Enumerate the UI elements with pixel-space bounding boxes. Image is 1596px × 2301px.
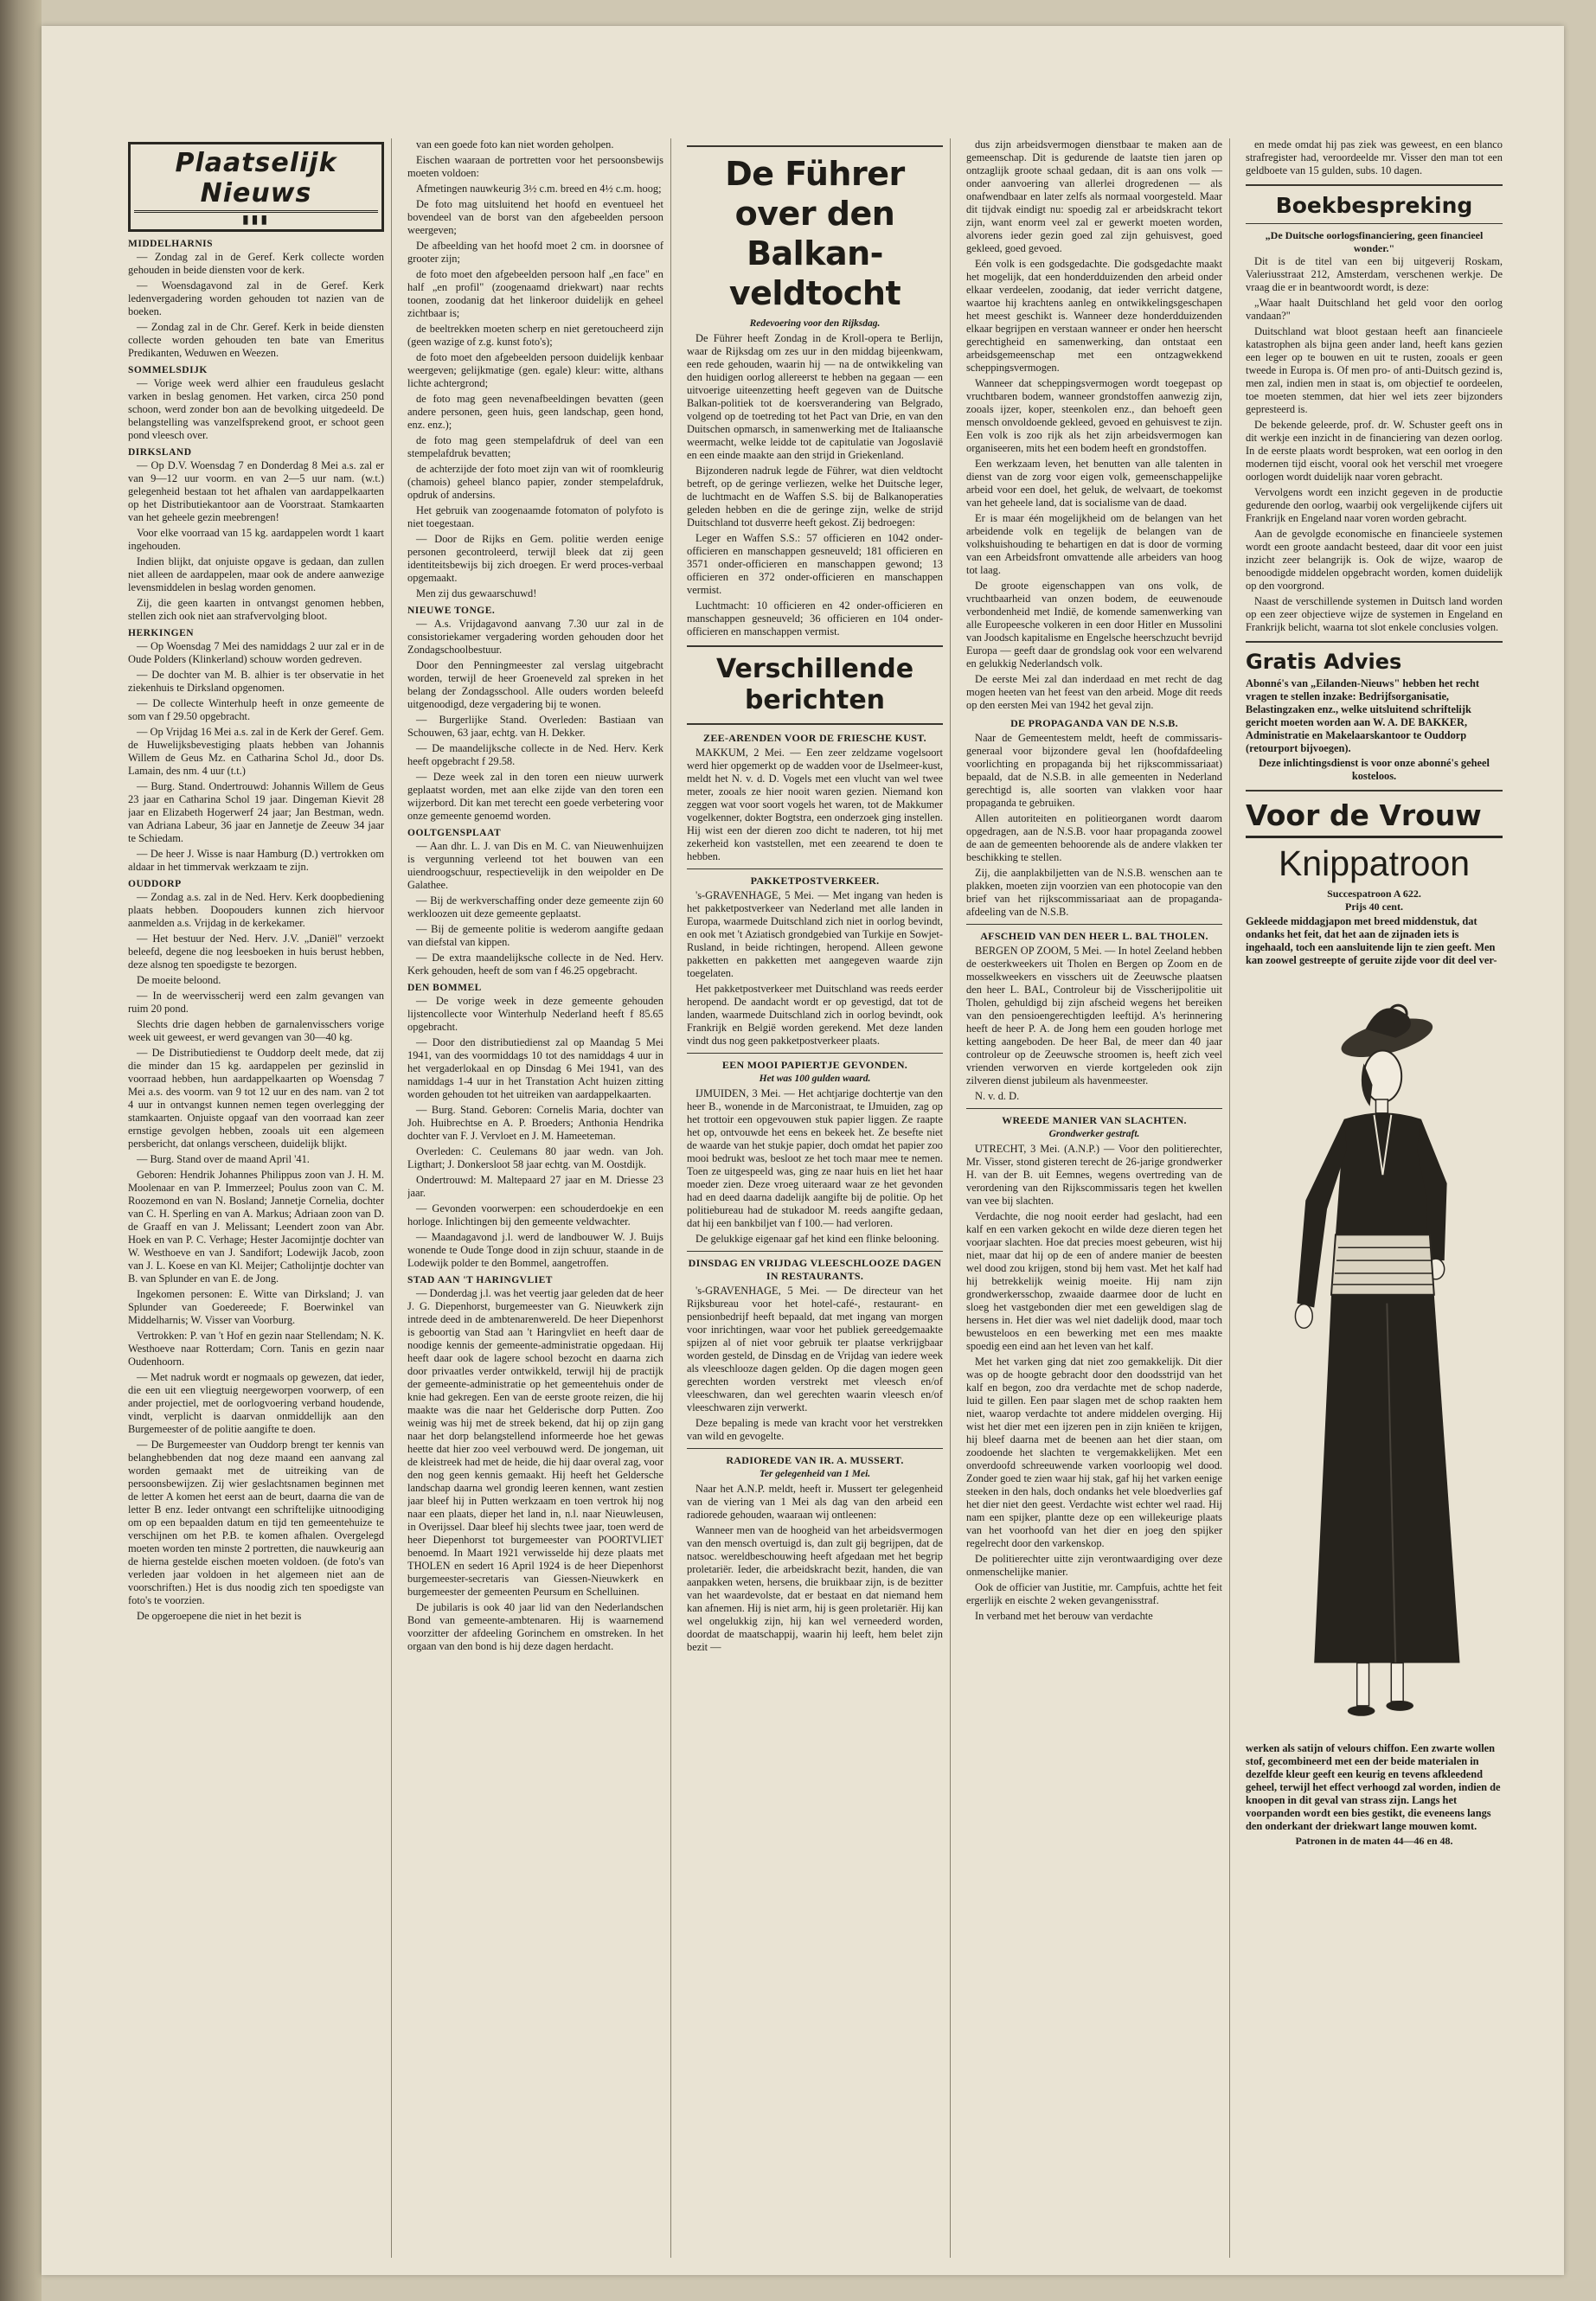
article-paragraph: Leger en Waffen S.S.: 57 officieren en 1042 onder-officieren en manschappen gesneuveld; 181 officieren en 3571 onder-officieren en manschappen gewond; 13 officieren en 372 onder-officieren en manschappen vermist. (687, 532, 943, 596)
article-paragraph: — De Burgemeester van Ouddorp brengt ter kennis van belanghebbenden dat nog deze maand een aanvang zal worden gemaakt met de uitreiking van de persoonsbewijzen. Zij wier geslachtsnamen beginnen met de letter A komen het eerst aan de beurt, daarna die van de letter B enz. Ieder ontvangt een schriftelijke uitnoodiging om op een bepaalden datum en tijd ten gemeentehuize te verschijnen om het P.B. te komen afhalen. Overgelegd moeten worden ten minste 2 portretten, die nauwkeurig aan de hierna gestelde eischen moeten voldoen. (de foto's van verleden jaar voldoen in het algemeen niet aan de voorschriften.) Het is dus noodig zich ten spoedigste van foto's te voorzien. (128, 1439, 384, 1606)
article-paragraph: Indien blijkt, dat onjuiste opgave is gedaan, dan zullen niet alleen de aardappelen, maar ook de andere aanwezige levensmiddelen in beslag worden genomen. (128, 555, 384, 593)
article-paragraph: — De heer J. Wisse is naar Hamburg (D.) vertrokken om aldaar in het timmervak werkzaam te zijn. (128, 848, 384, 873)
article-paragraph: — Het bestuur der Ned. Herv. J.V. „Daniël" verzoekt beleefd, degene die nog leesboeken in huis berust hebben, deze alsnog ten spoedigste te bezorgen. (128, 933, 384, 971)
divider (966, 1108, 1222, 1109)
article-paragraph: — Burg. Stand. Ondertrouwd: Johannis Willem de Geus 23 jaar en Catharina Schol 19 jaar. Dingeman Kievit 28 jaar en Elizabeth Hogerwerf 24 jaar; Jan Bestman, wedn. van Adriana Labeur, 36 jaar en Jannetje de Zeeuw 34 jaar te Schiedam. (128, 780, 384, 844)
article-paragraph: — Burg. Stand over de maand April '41. (137, 1153, 310, 1165)
place-heading: MIDDELHARNIS (128, 239, 214, 249)
item-heading: DE PROPAGANDA VAN DE N.S.B. (1010, 717, 1178, 729)
col4-lead (966, 138, 1222, 712)
article-paragraph: Men zij dus gewaarschuwd! (416, 587, 537, 599)
item-heading: AFSCHEID VAN DEN HEER L. BAL THOLEN. (980, 930, 1208, 942)
article-paragraph: Vertrokken: P. van 't Hof en gezin naar Stellendam; N. K. Westhoeve naar Rotterdam; Corn. Tanis en gezin naar Oudenhoorn. (128, 1330, 384, 1368)
knippatroon-pattern-number: Succespatroon A 622. (1327, 888, 1421, 900)
article-paragraph: Door den Penningmeester zal verslag uitgebracht worden, terwijl de heer Groeneveld zal spreken in het belang der Zondagsschool. Alle ouders worden beleefd uitgenoodigd, deze vergadering bij te wonen. (407, 659, 663, 710)
article-paragraph: — Op D.V. Woensdag 7 en Donderdag 8 Mei a.s. zal er van 9—12 uur voorm. en van 2—5 uur nam. (w.t.) gelegenheid bestaan tot het afhalen van aardappelkaarten op het Distributiekantoor aan de Voorstraat. Stamkaarten van het geheele gezin meebrengen! (128, 459, 384, 523)
article-paragraph: — Deze week zal in den toren een nieuw uurwerk geplaatst worden, met aan elke zijde van den toren een wijzerbord. Dit kan met terecht een goede verbetering voor onze gemeente genoemd worden. (407, 771, 663, 822)
article-paragraph: IJMUIDEN, 3 Mei. — Het achtjarige dochtertje van den heer B., wonende in de Marconistraat, te IJmuiden, zag op het trottoir een opgevouwen stuk papier liggen. Ze raapte het op, ontvouwde het eens en bekeek het. Ze besefte niet de waarde van het stukje papier, doch omdat het papier zoo mooi bedrukt was, besloot ze het toch maar mee te nemen. Toen ze uitgespeeld was, ging ze naar huis en liet het haar moeder zien. Deze vroeg uiteraard waar ze het gevonden had en deed daarna dadelijk aangifte bij de politie. Op het politiebureau had de stukadoor M. reeds aangifte gedaan, dat hij een bankbiljet van f 100.— had verloren. (687, 1087, 943, 1229)
col3-lead (687, 332, 943, 638)
article-paragraph: Overleden: C. Ceulemans 80 jaar wedn. van Joh. Ligthart; J. Donkersloot 58 jaar echtg. van M. Oostdijk. (407, 1145, 663, 1170)
article-paragraph: UTRECHT, 3 Mei. (A.N.P.) — Voor den politierechter, Mr. Visser, stond gisteren terecht de 26-jarige grondwerker H. van der B. uit Eemnes, wegens overtreding van de verordening van den Rijkscommissaris tegen het kwellen van vee bij slachten. (966, 1143, 1222, 1207)
col4-items (966, 717, 1222, 1623)
article-paragraph: Dit is de titel van een bij uitgeverij Roskam, Valeriusstraat 212, Amsterdam, verschenen werkje. De vraag die er in beantwoordt wordt, is deze: (1246, 255, 1503, 293)
article-paragraph: de foto mag geen stempelafdruk of deel van een stempelafdruk bevatten; (407, 434, 663, 459)
article-paragraph: — Zondag zal in de Geref. Kerk collecte worden gehouden in beide diensten voor de kerk. (128, 251, 384, 276)
article-paragraph: Wanneer dat scheppingsvermogen wordt toegepast op vruchtbaren bodem, wanneer grondstoffen aanwezig zijn, zooals ijzer, koper, steenkolen enz., dan behoeft geen mensch onvoldoende gekleed, gevoed en gehuisvest te zijn. Een volk is zoo rijk als het zijn arbeidsvermogen kan organiseeren, mits het een bodem heeft en grondstoffen. (966, 377, 1222, 454)
article-paragraph: Afmetingen nauwkeurig 3½ c.m. breed en 4½ c.m. hoog; (416, 183, 662, 195)
article-paragraph: De opgeroepene die niet in het bezit is (137, 1610, 302, 1622)
place-heading: NIEUWE TONGE. (407, 606, 496, 616)
section-gratis-advies: Gratis Advies (1246, 650, 1402, 674)
column-3 (687, 138, 951, 2258)
article-paragraph: Zij, die aanplakbiljetten van de N.S.B. wenschen aan te plakken, moeten zijn voorzien van een photocopie van den brief van het rijkscommissariaat aan de propaganda-afdeeling van de N.S.B. (966, 867, 1222, 918)
masthead-title: Plaatselijk Nieuws (134, 148, 378, 213)
article-paragraph: de foto moet den afgebeelden persoon duidelijk kenbaar weergeven; gelijkmatige (gen. egale) kleur: witte, althans lichte achtergrond; (407, 351, 663, 389)
place-heading: STAD AAN 'T HARINGVLIET (407, 1275, 553, 1285)
article-paragraph: — Vorige week werd alhier een frauduleus geslacht varken in beslag genomen. Het varken, circa 250 pond schoon, werd zonder bon aan de bevolking uitgedeeld. De belangstelling was vanzelfsprekend groot, er schoot geen pond vleesch over. (128, 377, 384, 441)
article-paragraph: Eischen waaraan de portretten voor het persoonsbewijs moeten voldoen: (407, 154, 663, 179)
headline-subline: Redevoering voor den Rijksdag. (749, 318, 881, 329)
divider (687, 645, 943, 647)
article-paragraph: N. v. d. D. (975, 1090, 1020, 1102)
article-paragraph: In verband met het berouw van verdachte (975, 1610, 1153, 1622)
article-paragraph: Vervolgens wordt een inzicht gegeven in de productie gedurende den oorlog, waarbij ook vergelijkende cijfers uit Frankrijk en Engeland naar voren worden gebracht. (1246, 486, 1503, 524)
item-subheading: Grondwerker gestraft. (1048, 1129, 1140, 1139)
article-paragraph: — Op Woensdag 7 Mei des namiddags 2 uur zal er in de Oude Polders (Klinkerland) schouw worden gedreven. (128, 640, 384, 665)
article-paragraph: — Door de Rijks en Gem. politie werden eenige personen gecontroleerd, terwijl bleek dat zij geen identiteitsbewijs bij zich droegen. Er werd proces-verbaal opgemaakt. (407, 533, 663, 584)
item-heading: WREEDE MANIER VAN SLACHTEN. (1002, 1114, 1187, 1126)
article-paragraph: 's-GRAVENHAGE, 5 Mei. — De directeur van het Rijksbureau voor het hotel-café-, restaurant- en pensionbedrijf heeft bepaald, dat met ingang van morgen voor inrichtingen, waar voor het publiek gereedgemaakte spijzen al of niet voor gebruik ter plaatse verkrijgbaar worden gesteld, de Dinsdag en de Vrijdag van iedere week als vleeschlooze dagen gelden. Op die dagen mogen geen gerechten worden verstrekt met vleesch en/of vleeschwaren, dan wel gerechten waarin vleesch en/of vleeschwaren zijn verwerkt. (687, 1285, 943, 1413)
article-paragraph: De politierechter uitte zijn verontwaardiging over deze onmenschelijke manier. (966, 1553, 1222, 1578)
knippatroon-title: Knippatroon (1278, 843, 1471, 883)
article-paragraph: — Bij de gemeente politie is wederom aangifte gedaan van diefstal van kippen. (407, 923, 663, 948)
article-paragraph: de beeltrekken moeten scherp en niet geretoucheerd zijn (geen wazige of z.g. kunst foto's); (407, 323, 663, 348)
article-paragraph: — Zondag a.s. zal in de Ned. Herv. Kerk doopbediening plaats hebben. Doopouders kunnen zich hiervoor aanmelden a.s. Vrijdag in de kerkekamer. (128, 891, 384, 929)
divider (1246, 223, 1503, 224)
article-paragraph: Bijzonderen nadruk legde de Führer, wat dien veldtocht betreft, op de geringe verliezen, welke het Duitsche leger, de luchtmacht en de Waffen S.S. bij de Balkanoperaties geleden hebben en die de geringe zijn, welke de strijd Duitschland tot dusverre heeft gekost. Zij bedroegen: (687, 465, 943, 529)
col3-items (687, 732, 943, 1654)
divider (687, 868, 943, 869)
article-paragraph: van een goede foto kan niet worden geholpen. (416, 138, 614, 151)
article-paragraph: — De vorige week in deze gemeente gehouden lijstencollecte voor Winterhulp Nederland heeft f 85.65 opgebracht. (407, 995, 663, 1033)
book-title: „De Duitsche oorlogsfinanciering, geen financieel wonder." (1265, 229, 1484, 254)
divider (687, 1448, 943, 1449)
item-subheading: Het was 100 gulden waard. (759, 1074, 871, 1084)
article-paragraph: — Gevonden voorwerpen: een schouderdoekje en een horloge. Inlichtingen bij den gemeente veldwachter. (407, 1202, 663, 1227)
article-paragraph: — Burg. Stand. Geboren: Cornelis Maria, dochter van Joh. Huibrechtse en A. P. Broeders; Anthonia Hendrika dochter van F. J. Vervloet en J. M. Hameeteman. (407, 1104, 663, 1142)
article-paragraph: dus zijn arbeidsvermogen dienstbaar te maken aan de gemeenschap. Dit is gedurende de laatste tien jaren op ontzaglijk groote schaal gedaan, dit is aan ons volk — onder aanvoering van allerlei drogredenen — als onafwendbaar en later zelfs als normaal voorgesteld. Maar dit tijdvak eindigt nu: spoedig zal er arbeidskracht tekort zijn, want enorm veel zal er gewerkt moeten worden, alvorens ieder gezin goed zal zijn gehuisvest, goed gekleed, goed gevoed. (966, 138, 1222, 254)
article-paragraph: Ingekomen personen: E. Witte van Dirksland; J. van Splunder van Goedereede; F. Boerwinkel van Middelharnis; W. Visser van Voorburg. (128, 1288, 384, 1326)
divider (966, 924, 1222, 925)
article-paragraph: Duitschland wat bloot gestaan heeft aan financieele katastrophen als bijna geen ander land, heeft kans gezien een leger op te bouwen en uit te rusten, zooals er geen tweede in Europa is. Of men pro- of anti-Duitsch gezind is, men zal, indien men in staat is, om objectief te oordeelen, toe moeten stemmen, dat hier wel iets zeer bijzonders gepresteerd is. (1246, 325, 1503, 415)
item-heading: DINSDAG EN VRIJDAG VLEESCHLOOZE DAGEN IN RESTAURANTS. (688, 1257, 942, 1282)
divider (687, 1251, 943, 1252)
divider (1246, 641, 1503, 643)
divider (1246, 184, 1503, 186)
advies-text: Abonné's van „Eilanden-Nieuws" hebben het recht vragen te stellen inzake: Bedrijfsorganisatie, Belastingzaken enz., welke uitsluitend schriftelijk gericht moeten worden aan W. A. DE BAKKER, Administratie en Makelaarskantoor te Ouddorp (retourport bijvoegen). (1246, 677, 1479, 754)
article-paragraph: en mede omdat hij pas ziek was geweest, en een blanco strafregister had, veroordeelde mr. Visser den man tot een geldboete van 15 gulden, subs. 10 dagen. (1246, 138, 1503, 176)
section-verschillende-berichten: Verschillende berichten (715, 654, 914, 715)
article-paragraph: — Burgerlijke Stand. Overleden: Bastiaan van Schouwen, 63 jaar, echtg. van H. Dekker. (407, 714, 663, 739)
divider (687, 1053, 943, 1054)
article-paragraph: Zij, die geen kaarten in ontvangst genomen hebben, stellen zich ook niet aan strafvervolging bloot. (128, 597, 384, 622)
section-boekbespreking: Boekbespreking (1275, 193, 1473, 218)
article-paragraph: Voor elke voorraad van 15 kg. aardappelen wordt 1 kaart ingehouden. (128, 527, 384, 552)
article-paragraph: De groote eigenschappen van ons volk, de vruchtbaarheid van onzen bodem, de eeuwenoude verbondenheid met Indië, de komende samenwerking van alle Europeesche volkeren in een door Hitler en Mussolini van Joodsch kapitalisme en Engelsche heerschzucht bevrijd Europa — geeft daar de grondslag ook voor een welvarend en gelukkig Nederlandsch volk. (966, 580, 1222, 670)
divider (1246, 790, 1503, 792)
article-paragraph: De gelukkige eigenaar gaf het kind een flinke belooning. (695, 1233, 939, 1245)
article-paragraph: de achterzijde der foto moet zijn van wit of roomkleurig (chamois) geheel blanco papier, zonder stempelafdruk, opdruk of andersins. (407, 463, 663, 501)
article-paragraph: Ook de officier van Justitie, mr. Campfuis, achtte het feit ergerlijk en eischte 2 weken gevangenisstraf. (966, 1581, 1222, 1606)
article-paragraph: Verdachte, die nog nooit eerder had geslacht, had een kalf en een varken gekocht en wilde deze dieren tegen het voorjaar slachten. Hoe dat precies moest gebeuren, wist hij niet, maar dat hij op de een of andere manier de beesten wel dood zou krijgen, stond bij hem vast. Met het kalf had hij betrekkelijk weinig moeite. Hij nam zijn grondwerkersschop, zwaaide daarmee door de lucht en sloeg het vastgebonden dier met een geweldigen slag de hersens in. Het dier was wel niet dadelijk dood, maar toch bewusteloos en een bewerking met een mes maakte spoedig een eind aan het leven van het kalf. (966, 1210, 1222, 1352)
article-paragraph: Slechts drie dagen hebben de garnalenvisschers vorige week uit geweest, er werd gevangen van 30—40 kg. (128, 1018, 384, 1043)
article-paragraph: — Woensdagavond zal in de Geref. Kerk ledenvergadering worden gehouden tot nazien van de boeken. (128, 279, 384, 317)
book-paras (1246, 255, 1503, 634)
knippatroon-closing: werken als satijn of velours chiffon. Een zwarte wollen stof, gecombineerd met een der beide materialen in dezelfde kleur geeft een keurig en tevens afkleedend geheel, terwijl het effect verhoogd zal worden, indien de knoopen in dit geval van strass zijn. Langs het voorpanden wordt een bies gestikt, die eveneens langs den onderkant der driekwart lange mouwen komt. (1246, 1742, 1501, 1832)
article-paragraph: BERGEN OP ZOOM, 5 Mei. — In hotel Zeeland hebben de oesterkweekers uit Tholen en Bergen op Zoom en de mosselkweekers en visschers uit de Zeeuwsche plaatsen den heer L. BAL, Controleur bij de Visscherijpolitie uit Tholen, gehuldigd bij zijn afscheid wegens het bereiken van den pensioengerechtigden leeftijd. A's herinnering heeft de heer P. A. de Jong hem een gouden horloge met ketting aangeboden. De heer Bal, de meer dan 40 jaar controleur op de Zeeuwsche stroomen is, heeft zich veel vrienden verworven en vierde kortgeleden ook zijn zilveren dienst jubileum als havenmeester. (966, 945, 1222, 1086)
item-heading: ZEE-ARENDEN VOOR DE FRIESCHE KUST. (703, 732, 926, 744)
article-paragraph: — Aan dhr. L. J. van Dis en M. C. van Nieuwenhuijzen is vergunning verleend tot het bouwen van een uiendroogschuur, respectievelijk in den weipolder en De Galathee. (407, 840, 663, 891)
article-paragraph: — Door den distributiedienst zal op Maandag 5 Mei 1941, van des voormiddags 10 tot des namiddags 4 uur in het vergaderlokaal en op Dinsdag 6 Mei 1941, van des namiddags 1-4 uur in het Transtation Acht huizen zitting worden gehouden tot het uitreiken van aardappelkaarten. (407, 1036, 663, 1100)
article-paragraph: de foto mag geen nevenafbeeldingen bevatten (geen andere personen, geen huis, geen landschap, geen hond, enz. enz.); (407, 393, 663, 431)
knippatroon-sizes: Patronen in de maten 44—46 en 48. (1295, 1835, 1453, 1847)
article-paragraph: Eén volk is een godsgedachte. Die godsgedachte maakt het mogelijk, dat een honderdduizenden den arbeid onder elkaar verdeelen, zoodanig, dat ieder verricht datgene, waartoe hij krachtens aanleg en ontwikkelingsgeschapen het meest geschikt is. Wanneer deze honderdduizenden elkaar begrijpen en verstaan wanneer er onder hen heerscht gerechtigheid en samenwerking, dan ontstaat een arbeidsgemeenschap met een ontzagwekkend scheppingsvermogen. (966, 258, 1222, 374)
headline-fuhrer: De Führer over den Balkan-veldtocht (725, 155, 905, 312)
article-paragraph: — Zondag zal in de Chr. Geref. Kerk in beide diensten collecte worden gehouden ten bate van Emeritus Predikanten, Weduwen en Weezen. (128, 321, 384, 359)
knippatroon-intro: Gekleede middagjapon met breed middenstuk, dat ondanks het feit, dat het aan de zijnaden iets is ingehaald, toch een aansluitende lijn te zien geeft. Men kan zoowel gestreepte of geruite zijde voor dit deel ver- (1246, 915, 1497, 966)
article-paragraph: Wanneer men van de hoogheid van het arbeidsvermogen van den mensch overtuigd is, dan zult gij begrijpen, dat de natsoc. wereldbeschouwing heeft afgedaan met het begrip proletariër. Ieder, die arbeidskracht bezit, handen, die van aanpakken weten, hersens, die bruikbaar zijn, is de bezitter van het waardevolste, dat er bestaat en dat niemand hem kan afnemen. Hij is niet arm, hij is geen proletariër. Hij kan wel ongelukkig zijn, hij kan wel verneederd worden, doordat de maatschappij, waarin hij leeft, hem belet zijn bezit — (687, 1524, 943, 1653)
column-1 (128, 138, 392, 2258)
divider (687, 145, 943, 147)
place-heading: HERKINGEN (128, 628, 195, 638)
masthead-ornament-icon: ▮▮▮ (241, 214, 271, 227)
item-heading: PAKKETPOSTVERKEER. (750, 875, 880, 887)
article-paragraph: — In de weervisscherij werd een zalm gevangen van ruim 20 pond. (128, 990, 384, 1015)
place-heading: SOMMELSDIJK (128, 365, 208, 375)
article-paragraph: — De collecte Winterhulp heeft in onze gemeente de som van f 29.50 opgebracht. (128, 697, 384, 722)
page-binding (0, 0, 42, 2301)
article-paragraph: De moeite beloond. (137, 974, 221, 986)
section-voor-de-vrouw: Voor de Vrouw (1246, 798, 1503, 838)
col2-top (407, 138, 663, 600)
article-paragraph: De jubilaris is ook 40 jaar lid van den Nederlandschen Bond van gemeente-ambtenaren. Hij is waarnemend voorzitter der afdeeling Gorinchem en omstreken. In het orgaan van den bond is hij deze dagen herdacht. (407, 1601, 663, 1652)
article-paragraph: — Op Vrijdag 16 Mei a.s. zal in de Kerk der Geref. Gem. de Huwelijksbevestiging plaats hebben van Johannis Willem de Geus Mz. en Catharina Schol Jd., door Ds. Lamain, des nm. 4 uur (t.t.) (128, 726, 384, 777)
article-paragraph: — De dochter van M. B. alhier is ter observatie in het ziekenhuis te Dirksland opgenomen. (128, 669, 384, 694)
article-paragraph: De Führer heeft Zondag in de Kroll-opera te Berlijn, waar de Rijksdag om zes uur in den middag bijeenkwam, een rede gehouden, waarin hij — na de ontwikkeling van den huidigen oorlog allereerst te hebben na gegaan — een uitvoerige uiteenzetting heeft gegeven van de Duitsche Balkan-politiek tot de koersverandering van Belgrado, volgend op de toetreding tot het Pact van Drie, en van den Duitschen opmarsch, in samenwerking met de Italiaansche weermacht, welke leidde tot de capitulatie van Jogoslavië en een einde maakte aan den strijd in Griekenland. (687, 332, 943, 461)
article-paragraph: Naar de Gemeentestem meldt, heeft de commissaris-generaal voor bijzondere geval len (hoofdafdeeling voorlichting en propaganda bij het rijkscommissariaat) bepaald, dat de N.S.B. in alle gemeenten in Nederland gerechtigd is, alle soorten van vlakken voor haar propaganda te gebruiken. (966, 732, 1222, 809)
item-heading: EEN MOOI PAPIERTJE GEVONDEN. (721, 1059, 908, 1071)
col2-places (407, 606, 663, 1653)
item-heading: RADIOREDE VAN IR. A. MUSSERT. (726, 1454, 904, 1466)
divider (687, 723, 943, 725)
article-paragraph: „Waar haalt Duitschland het geld voor den oorlog vandaan?" (1246, 297, 1503, 322)
col1-places (128, 239, 384, 1623)
article-paragraph: 's-GRAVENHAGE, 5 Mei. — Met ingang van heden is het pakketpostverkeer van Nederland met alle landen in Europa, waarmede Duitschland zich niet in oorlog bevindt, en ook met 't Aziatisch grondgebied van Turkije en Sowjet-Rusland, in beide richtingen, heropend. Alleen gewone pakketten en pakketten met aangegeven waarde zijn toegelaten. (687, 889, 943, 979)
article-paragraph: — Donderdag j.l. was het veertig jaar geleden dat de heer J. G. Diepenhorst, burgemeester van G. Nieuwkerk zijn intrede deed in de ambtenarenwereld. De heer Diepenhorst is geboortig van Stad aan 't Haringvliet en heeft daar de noodige kennis der gemeente-administratie opgedaan. Hij heeft daar ook de lagere school bezocht en daarna zich door privaatles verder ontwikkeld, terwijl hij de practijk der gemeente-administratie op het gemeentehuis onder de knie had gekregen. Een van de eerste groote reizen, die hij maakte was die naar het Gelderische dorp Putten. Zoo weinig was hij met de streek bekend, dat hij op zijn gang naar het dorp belangstellend informeerde hoe het gewas heette dat hier zoo veel verbouwd werd. De jongeman, uit de kleistreek had met de heide, die hij daar overal zag, voor den nog geen kennis gemaakt. Hij heeft het Geldersche landschap daarna wel grondig leeren kennen, want zestien jaar bleef hij in Putten werkzaam en toen vertrok hij nog naar een plaats, dieper het land in, n.l. naar Nieuwleusen, in Overijssel. Daar bleef hij slechts twee jaar, toen werd de heer Diepenhorst tot burgemeester van POORTVLIET benoemd. In Maart 1921 verwisselde hij deze plaats met THOLEN en sedert 16 April 1924 is de heer Diepenhorst burgemeester-secretaris van Giessen-Nieuwkerk en burgemeester der gemeenten Peursum en Schelluinen. (407, 1287, 663, 1598)
column-4 (966, 138, 1230, 2258)
article-paragraph: De foto mag uitsluitend het hoofd en eventueel het bovendeel van de borst van den afgebeelden persoon weergeven; (407, 198, 663, 236)
dress-figure-icon (1246, 974, 1503, 1735)
article-paragraph: — De maandelijksche collecte in de Ned. Herv. Kerk heeft opgebracht f 29.58. (407, 742, 663, 767)
article-paragraph: — De Distributiedienst te Ouddorp deelt mede, dat zij die minder dan 15 kg. aardappelen per gezinslid in voorraad hebben, hun aardappelkaarten op Woensdag 7 Mei a.s. des voorm. van 9 tot 12 uur en des nam. van 2 tot 4 uur in ontvangst kunnen nemen tegen overlegging der stamkaarten. Onjuiste opgaaf van den voorraad kan zeer ernstige gevolgen hebben, zooals uit een algemeen persbericht, dat onlangs verscheen, duidelijk blijkt. (128, 1047, 384, 1150)
column-2 (407, 138, 671, 2258)
article-paragraph: Het gebruik van zoogenaamde fotomaton of polyfoto is niet toegestaan. (407, 504, 663, 529)
article-paragraph: MAKKUM, 2 Mei. — Een zeer zeldzame vogelsoort werd hier opgemerkt op de wadden voor de IJselmeer-kust, meldt het N. v. d. D. Vogels met een vlucht van wel twee meter, zooals ze hier nooit waren gezien. Niemand kon zeggen wat voor soort vogels het waren, tot de Makkumer vogelkenner, dokter Bogtstra, een onderzoek ging instellen. Hij wist een der dieren zoo dicht te naderen, tot hij met zekerheid kon vaststellen, met een zeearend te doen te hebben. (687, 747, 943, 862)
article-paragraph: — De extra maandelijksche collecte in de Ned. Herv. Kerk gehouden, heeft de som van f 46.25 opgebracht. (407, 952, 663, 977)
advies-note: Deze inlichtingsdienst is voor onze abonné's geheel kosteloos. (1259, 757, 1490, 782)
article-paragraph: Naast de verschillende systemen in Duitsch land worden op een zeer objectieve wijze de systemen in Engeland en Frankrijk belicht, waarna tot slot enkele conclusies volgen. (1246, 595, 1503, 633)
article-paragraph: Geboren: Hendrik Johannes Philippus zoon van J. H. M. Moolenaar en van P. Immerzeel; Poulus zoon van C. M. Roozemond en van N. Bosland; Jannetje Cornelia, dochter van C. H. Sperling en van A. Markus; Adriaan zoon van D. de Graaff en van J. Melissant; Leendert zoon van Abr. Hoek en van P. C. Verhage; Hester Jacomijntje dochter van W. Westhoeve en van J. Sandifort; Lodewijk Jacob, zoon van J. L. Koese en van Kl. Meijer; Catholijntje dochter van B. van Splunder en van E. de Jong. (128, 1169, 384, 1285)
knippatroon-price: Prijs 40 cent. (1345, 901, 1403, 913)
article-paragraph: Naar het A.N.P. meldt, heeft ir. Mussert ter gelegenheid van de viering van 1 Mei als dag van den arbeid een radiorede gehouden, waaraan wij ontleenen: (687, 1483, 943, 1521)
dress-illustration (1246, 974, 1503, 1735)
article-paragraph: Een werkzaam leven, het benutten van alle talenten in dienst van de zorg voor eigen volk, gemeenschappelijke arbeid voor een doel, het geluk, de welvaart, de toekomst van het geheele land, dat is socialisme van de daad. (966, 458, 1222, 509)
place-heading: DEN BOMMEL (407, 983, 482, 993)
newspaper-sheet (42, 26, 1564, 2275)
article-paragraph: Het pakketpostverkeer met Duitschland was reeds eerder heropend. De aandacht wordt er op gevestigd, dat tot de landen, waarmede Duitschland zich in oorlog bevindt, ook Frankrijk en België worden gerekend. Met deze landen vindt dus nog geen pakketpostverkeer plaats. (687, 983, 943, 1047)
article-paragraph: De afbeelding van het hoofd moet 2 cm. in doorsnee of grooter zijn; (407, 240, 663, 265)
masthead (128, 142, 384, 232)
article-paragraph: Aan de gevolgde economische en financieele systemen wordt een groote aandacht besteed, daar dit voor een juist inzicht zeer belangrijk is. Ook de wijze, waarop de benoodigde middelen opgebracht worden, komen duidelijk op den voorgrond. (1246, 528, 1503, 592)
article-paragraph: Luchtmacht: 10 officieren en 42 onder-officieren en manschappen gesneuveld; 36 officieren en 104 onder-officieren en manschappen vermist. (687, 599, 943, 638)
article-paragraph: Deze bepaling is mede van kracht voor het verstrekken van wild en gevogelte. (687, 1417, 943, 1442)
place-heading: DIRKSLAND (128, 447, 192, 458)
article-paragraph: — Maandagavond j.l. werd de landbouwer W. J. Buijs wonende te Oude Tonge dood in zijn schuur, staande in de Lodewijk polder te den Bommel, aangetroffen. (407, 1231, 663, 1269)
item-subheading: Ter gelegenheid van 1 Mei. (759, 1469, 871, 1479)
article-paragraph: Ondertrouwd: M. Maltepaard 27 jaar en M. Driesse 23 jaar. (407, 1174, 663, 1199)
place-heading: OOLTGENSPLAAT (407, 828, 502, 838)
article-paragraph: Er is maar één mogelijkheid om de belangen van het arbeidende volk en tegelijk de belangen van de volkshuishouding te behartigen en dat is door de vorming van een Arbeidsfront omvattende alle arbeiders van hoog tot laag. (966, 512, 1222, 576)
col5-top (1246, 138, 1503, 177)
article-paragraph: — A.s. Vrijdagavond aanvang 7.30 uur zal in de consistoriekamer vergadering worden gehouden door het Zondagschoolbestuur. (407, 618, 663, 656)
article-paragraph: — Met nadruk wordt er nogmaals op gewezen, dat ieder, die een uit een vliegtuig neergeworpen voorwerp, of een ander projectiel, met de oorlogvoering verband houdende, vindt, verplicht is daarvan onmiddellijk aan den Burgemeester of de politie aangifte te doen. (128, 1371, 384, 1435)
article-paragraph: de foto moet den afgebeelden persoon half „en face" en half „en profil" (zoogenaamd driekwart) naar rechts toonen, zoodanig dat het linkeroor duidelijk en geheel zichtbaar is; (407, 268, 663, 319)
column-5 (1246, 138, 1509, 2258)
article-paragraph: Allen autoriteiten en politieorganen wordt daarom opgedragen, aan de N.S.B. voor haar propaganda zoowel de aan de gemeenten behoorende als de andere vlakken ter beschikking te stellen. (966, 812, 1222, 863)
article-paragraph: De bekende geleerde, prof. dr. W. Schuster geeft ons in dit werkje een inzicht in de financiering van dezen oorlog. In de eerste plaats wordt besproken, wat een oorlog in den modernen tijd eischt, vooral ook het verschil met vroegere oorlogen wordt duidelijk naar voren gebracht. (1246, 419, 1503, 483)
article-paragraph: De eerste Mei zal dan inderdaad en met recht de dag mogen heeten van het feest van den arbeid. Moge dit reeds op den eersten Mei van 1942 het geval zijn. (966, 673, 1222, 711)
newspaper-page (128, 138, 1529, 2258)
article-paragraph: Met het varken ging dat niet zoo gemakkelijk. Dit dier was op de hoogte gebracht door den doodsstrijd van het kalf en begon, zoo dra verdachte met de schop naderde, luid te gillen. Een paar slagen met de schop raakten hem niet, waarop verdachte tot andere middelen overging. Hij wist het dier met een ijzeren pen in zijn kniëen te krijgen, hij bleef daarna met de beenen aan het dier staan, om zoodoende het slachten te vergemakkelijken. Met een onverdoofd schreeuwende varken voorloopig wel dood. Zonder goed te zien waar hij stak, gaf hij het varken eenige steeken in den hals, doch ondanks het vele bloedverlies gaf het dier niet den geest. Verdachte wist echter wel raad. Hij nam een spijker, plantte deze op een willekeurige plaats van het voorhoofd van het dier en joeg den spijker regelrecht door den varkenskop. (966, 1356, 1222, 1549)
article-paragraph: — Bij de werkverschaffing onder deze gemeente zijn 60 werkloozen uit deze gemeente geplaatst. (407, 894, 663, 920)
place-heading: OUDDORP (128, 879, 182, 889)
